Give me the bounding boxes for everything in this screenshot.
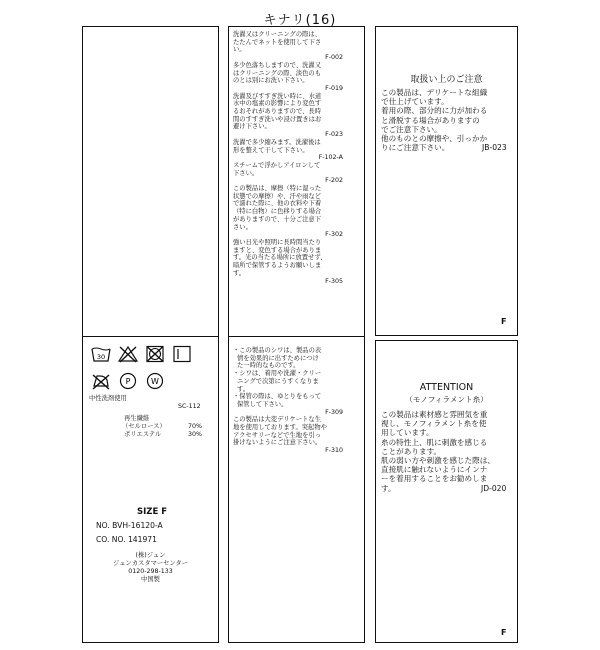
care-item bbox=[233, 416, 343, 455]
care-text: スチームで浮かしアイロンして 下さい。 bbox=[233, 161, 321, 177]
care-code: SC-112 bbox=[178, 403, 201, 410]
fiber-title: 再生繊維 bbox=[124, 415, 150, 422]
care-item-code: F-202 bbox=[325, 177, 343, 185]
care-item bbox=[233, 162, 343, 185]
care-text: この製品は、摩擦（特に湿った 状態での摩擦）や、汗や雨など で濡れた際に、他の衣料や下着 （特に白物）に色移りする場合 がありますので、十分ご注意下 さい。 bbox=[233, 185, 322, 231]
caution-body: この製品は、デリケートな組織 で仕上げています。 着用の際、部分的に力が加わる と滑脱する場合がありますの でご注意下さい。 他のものとの摩擦や、引っかか りにご注意下さい。 bbox=[381, 88, 488, 153]
care-text: ・この製品のシワは、製品の表 情を効果的に出すためにつけ た一時的なものです。 ・シワは、着用や洗濯・クリー ニングで次第にうすくなりま す。 ・保管の際は、ゆとりをもって 保管して下さい。 bbox=[233, 347, 322, 408]
attention-body: この製品は素材感と雰囲気を重 視し、モノフィラメント糸を使 用しています。 糸の特性上、肌に刺激を感じる ことがあります。 肌の弱い方や刺激を感じた際は、 直接肌に触れないようにインナ ーを着用することをお勧めしま す。 bbox=[381, 410, 495, 493]
product-number: NO. BVH-16120-A bbox=[96, 521, 163, 530]
care-item bbox=[233, 93, 343, 139]
caution-heading: 取扱い上のご注意 bbox=[410, 75, 483, 85]
care-item bbox=[233, 31, 343, 62]
care-item-code: F-302 bbox=[325, 231, 343, 239]
care-item-code: F-019 bbox=[325, 84, 343, 92]
detergent-note: 中性洗剤使用 bbox=[89, 395, 127, 402]
no-tumble-dry-icon bbox=[145, 345, 165, 363]
company-name: (株)ジュン bbox=[135, 552, 166, 559]
dry-clean-letter: P bbox=[125, 377, 131, 386]
fiber1-name: （セルロース） bbox=[122, 423, 166, 430]
iron-low-crossed-icon bbox=[91, 372, 111, 390]
care-item-code: F-102-A bbox=[318, 154, 343, 162]
fiber2-name: ポリエステル bbox=[124, 431, 162, 438]
attention-corner-letter: F bbox=[501, 628, 507, 637]
wash-30-icon bbox=[91, 345, 111, 363]
care-item bbox=[233, 185, 343, 239]
wet-clean-letter: W bbox=[151, 377, 159, 386]
care-item-code: F-310 bbox=[325, 447, 343, 455]
size-label: SIZE F bbox=[137, 507, 168, 517]
co-number: CO. NO. 141971 bbox=[96, 535, 157, 544]
care-text: 強い日光や照明に長時間当たり ますと、変色する場合がありま す。光の当たる場所に放置せず、 暗所で保管するようお願いしま す。 bbox=[233, 238, 327, 277]
color-label: キナリ(16) bbox=[263, 13, 337, 28]
care-text: 洗濯又はクリーニングの際は、 たたんでネットを使用して下さ い。 bbox=[233, 31, 322, 54]
care-item-code: F-023 bbox=[325, 131, 343, 139]
no-bleach-icon bbox=[118, 345, 138, 363]
care-item bbox=[233, 347, 343, 416]
middle-divider bbox=[228, 336, 365, 337]
caution-code: JB-023 bbox=[482, 143, 507, 152]
left-care-label bbox=[82, 26, 219, 643]
wet-clean-w-icon bbox=[145, 372, 165, 390]
attention-subheading: （モノフィラメント糸） bbox=[405, 395, 488, 404]
care-item bbox=[233, 139, 343, 162]
left-divider bbox=[82, 336, 219, 337]
care-instructions-bottom bbox=[233, 347, 343, 455]
caution-corner-letter: F bbox=[501, 317, 507, 326]
wash-temp-text: 30 bbox=[96, 353, 106, 361]
customer-center: ジュンカスタマーセンター bbox=[112, 560, 189, 567]
attention-code: JD-020 bbox=[481, 484, 507, 493]
country-of-origin: 中国製 bbox=[141, 576, 160, 583]
care-text: この製品は大変デリケートな生 地を使用しております。突起物や アクセサリーなどで生地を引っ 掛けないようにご注意下さい。 bbox=[233, 416, 327, 447]
care-item-code: F-305 bbox=[325, 277, 343, 285]
care-item-code: F-002 bbox=[325, 54, 343, 62]
fiber2-pct: 30% bbox=[188, 431, 202, 438]
care-item bbox=[233, 239, 343, 285]
dry-clean-p-icon bbox=[118, 372, 138, 390]
dry-flat-icon bbox=[172, 345, 192, 363]
care-item bbox=[233, 62, 343, 93]
attention-heading: ATTENTION bbox=[419, 382, 474, 393]
care-text: 洗濯及びすすぎ洗い時に、水道 水中の塩素の影響により変色す るおそれがありますので、長時 間のすすぎ洗いや浸け置きはお 避け下さい。 bbox=[233, 92, 322, 131]
phone-number: 0120-298-133 bbox=[128, 568, 173, 575]
care-instructions-top bbox=[233, 31, 343, 285]
care-text: 洗濯で多少縮みます。洗濯後は 形を整えて干して下さい。 bbox=[233, 138, 321, 154]
care-text: 多少色落ちしますので、洗濯又 はクリーニングの際、淡色のも のとは別にお洗い下さい。 bbox=[233, 61, 322, 85]
care-item-code: F-309 bbox=[325, 408, 343, 416]
fiber1-pct: 70% bbox=[188, 423, 202, 430]
